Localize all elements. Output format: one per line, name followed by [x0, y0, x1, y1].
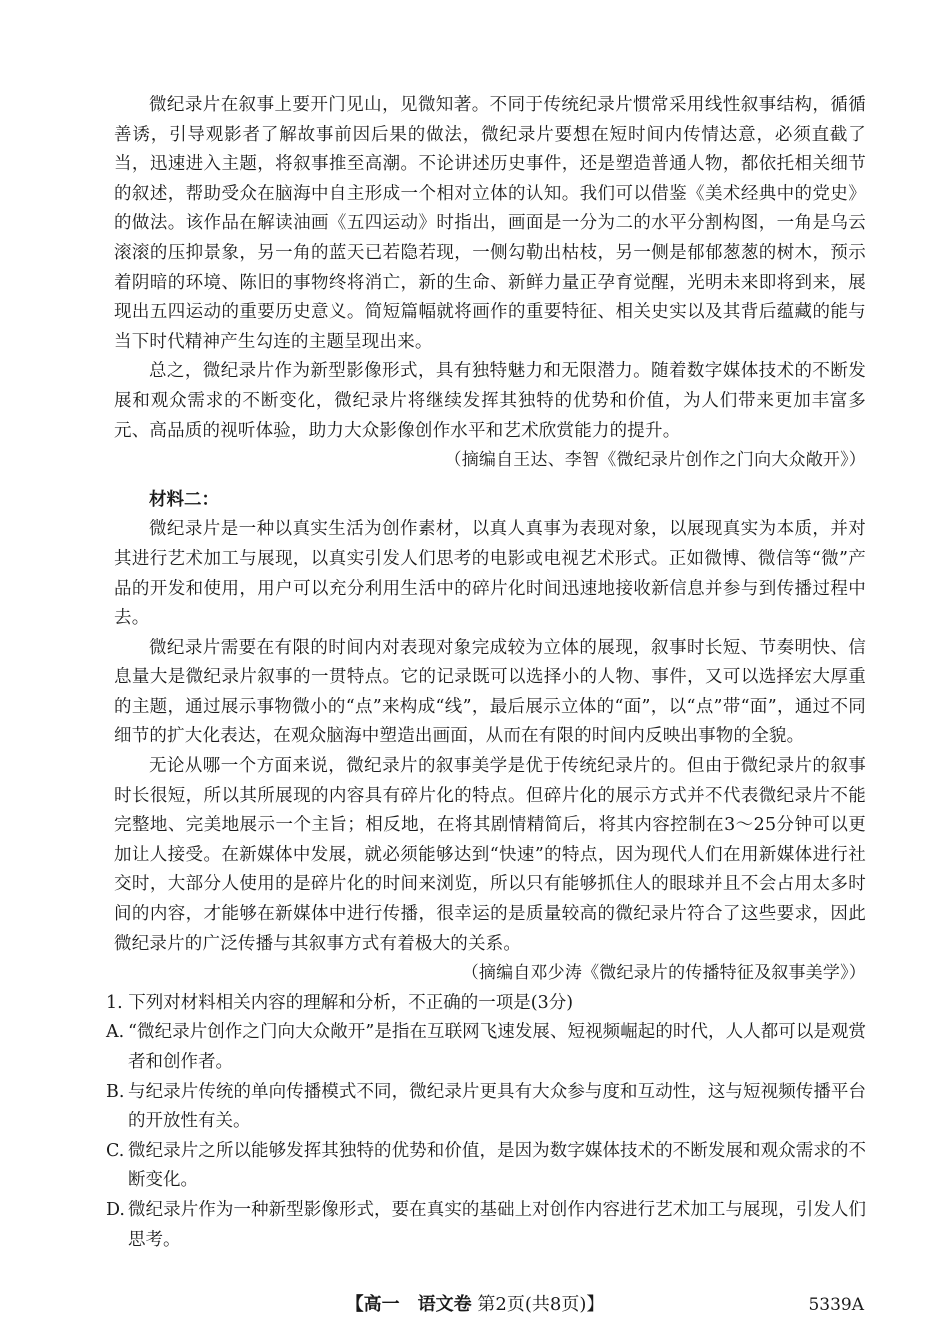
- option-d-letter: D.: [106, 1199, 125, 1220]
- option-c: [106, 1137, 866, 1196]
- footer-grade-subject: 【高一 语文卷: [345, 1294, 472, 1315]
- option-a-text: “微纪录片创作之门向大众敞开”是指在互联网飞速发展、短视频崛起的时代，人人都可以是观赏者和创作者。: [128, 1022, 866, 1072]
- option-d-text: 微纪录片作为一种新型影像形式，要在真实的基础上对创作内容进行艺术加工与展现，引发人们思考。: [128, 1199, 866, 1250]
- option-b: [106, 1078, 866, 1137]
- paragraph-m2-aesthetics: 无论从哪一个方面来说，微纪录片的叙事美学是优于传统纪录片的。但由于微纪录片的叙事时长很短，所以其所展现的内容具有碎片化的特点。但碎片化的展示方式并不代表微纪录片不能完整地、完美地展示一个主旨；相反地，在将其剧情精简后，将其内容控制在3～25分钟可以更加让人接受。在新媒体中发展，就必须能够达到“快速”的特点，因为现代人们在用新媒体进行社交时，大部分人使用的是碎片化的时间来浏览，所以只有能够抓住人的眼球并且不会占用太多时间的内容，才能够在新媒体中进行传播，很幸运的是质量较高的微纪录片符合了这些要求，因此微纪录片的广泛传播与其叙事方式有着极大的关系。: [114, 756, 866, 954]
- source-citation-1: （摘编自王达、李智《微纪录片创作之门向大众敞开》）: [444, 450, 866, 471]
- option-b-letter: B.: [106, 1081, 125, 1102]
- option-c-letter: C.: [106, 1140, 125, 1161]
- paragraph-narrative: 微纪录片在叙事上要开门见山，见微知著。不同于传统纪录片惯常采用线性叙事结构，循循善诱，引导观影者了解故事前因后果的做法，微纪录片要想在短时间内传情达意，必须直截了当，迅速进入主题，将叙事推至高潮。不论讲述历史事件，还是塑造普通人物，都依托相关细节的叙述，帮助受众在脑海中自主形成一个相对立体的认知。我们可以借鉴《美术经典中的党史》的做法。该作品在解读油画《五四运动》时指出，画面是一分为二的水平分割构图，一角是乌云滚滚的压抑景象，另一角的蓝天已若隐若现，一侧勾勒出枯枝，另一侧是郁郁葱葱的树木，预示着阴暗的环境、陈旧的事物终将消亡，新的生命、新鲜力量正孕育觉醒，光明未来即将到来，展现出五四运动的重要历史意义。简短篇幅就将画作的重要特征、相关史实以及其背后蕴藏的能与当下时代精神产生勾连的主题呈现出来。: [114, 95, 866, 352]
- option-d: [106, 1196, 866, 1255]
- source-citation-2: （摘编自邓少涛《微纪录片的传播特征及叙事美学》）: [461, 963, 866, 984]
- footer-page-info: 第2页(共8页)】: [477, 1294, 605, 1315]
- option-a: [106, 1018, 866, 1077]
- option-b-text: 与纪录片传统的单向传播模式不同，微纪录片更具有大众参与度和互动性，这与短视频传播平台的开放性有关。: [128, 1081, 866, 1132]
- question-1-stem: 1. 下列对材料相关内容的理解和分析，不正确的一项是(3分): [106, 992, 574, 1013]
- paragraph-m2-definition: 微纪录片是一种以真实生活为创作素材，以真人真事为表现对象，以展现真实为本质，并对其进行艺术加工与展现，以真实引发人们思考的电影或电视艺术形式。正如微博、微信等“微”产品的开发和使用，用户可以充分利用生活中的碎片化时间迅速地接收新信息并参与到传播过程中去。: [114, 519, 866, 629]
- paragraph-conclusion: 总之，微纪录片作为新型影像形式，具有独特魅力和无限潜力。随着数字媒体技术的不断发展和观众需求的不断变化，微纪录片将继续发挥其独特的优势和价值，为人们带来更加丰富多元、高品质的视听体验，助力大众影像创作水平和艺术欣赏能力的提升。: [114, 361, 866, 441]
- footer-exam-code: 5339A: [808, 1295, 864, 1315]
- option-a-letter: A.: [106, 1022, 125, 1043]
- option-c-text: 微纪录片之所以能够发挥其独特的优势和价值，是因为数字媒体技术的不断发展和观众需求的不断变化。: [128, 1140, 866, 1191]
- paragraph-m2-features: 微纪录片需要在有限的时间内对表现对象完成较为立体的展现，叙事时长短、节奏明快、信息量大是微纪录片叙事的一贯特点。它的记录既可以选择小的人物、事件，又可以选择宏大厚重的主题，通过展示事物微小的“点”来构成“线”，最后展示立体的“面”，以“点”带“面”，通过不同细节的扩大化表达，在观众脑海中塑造出画面，从而在有限的时间内反映出事物的全貌。: [114, 637, 866, 747]
- material-2-heading: 材料二：: [149, 489, 219, 510]
- page-footer: [0, 1290, 950, 1320]
